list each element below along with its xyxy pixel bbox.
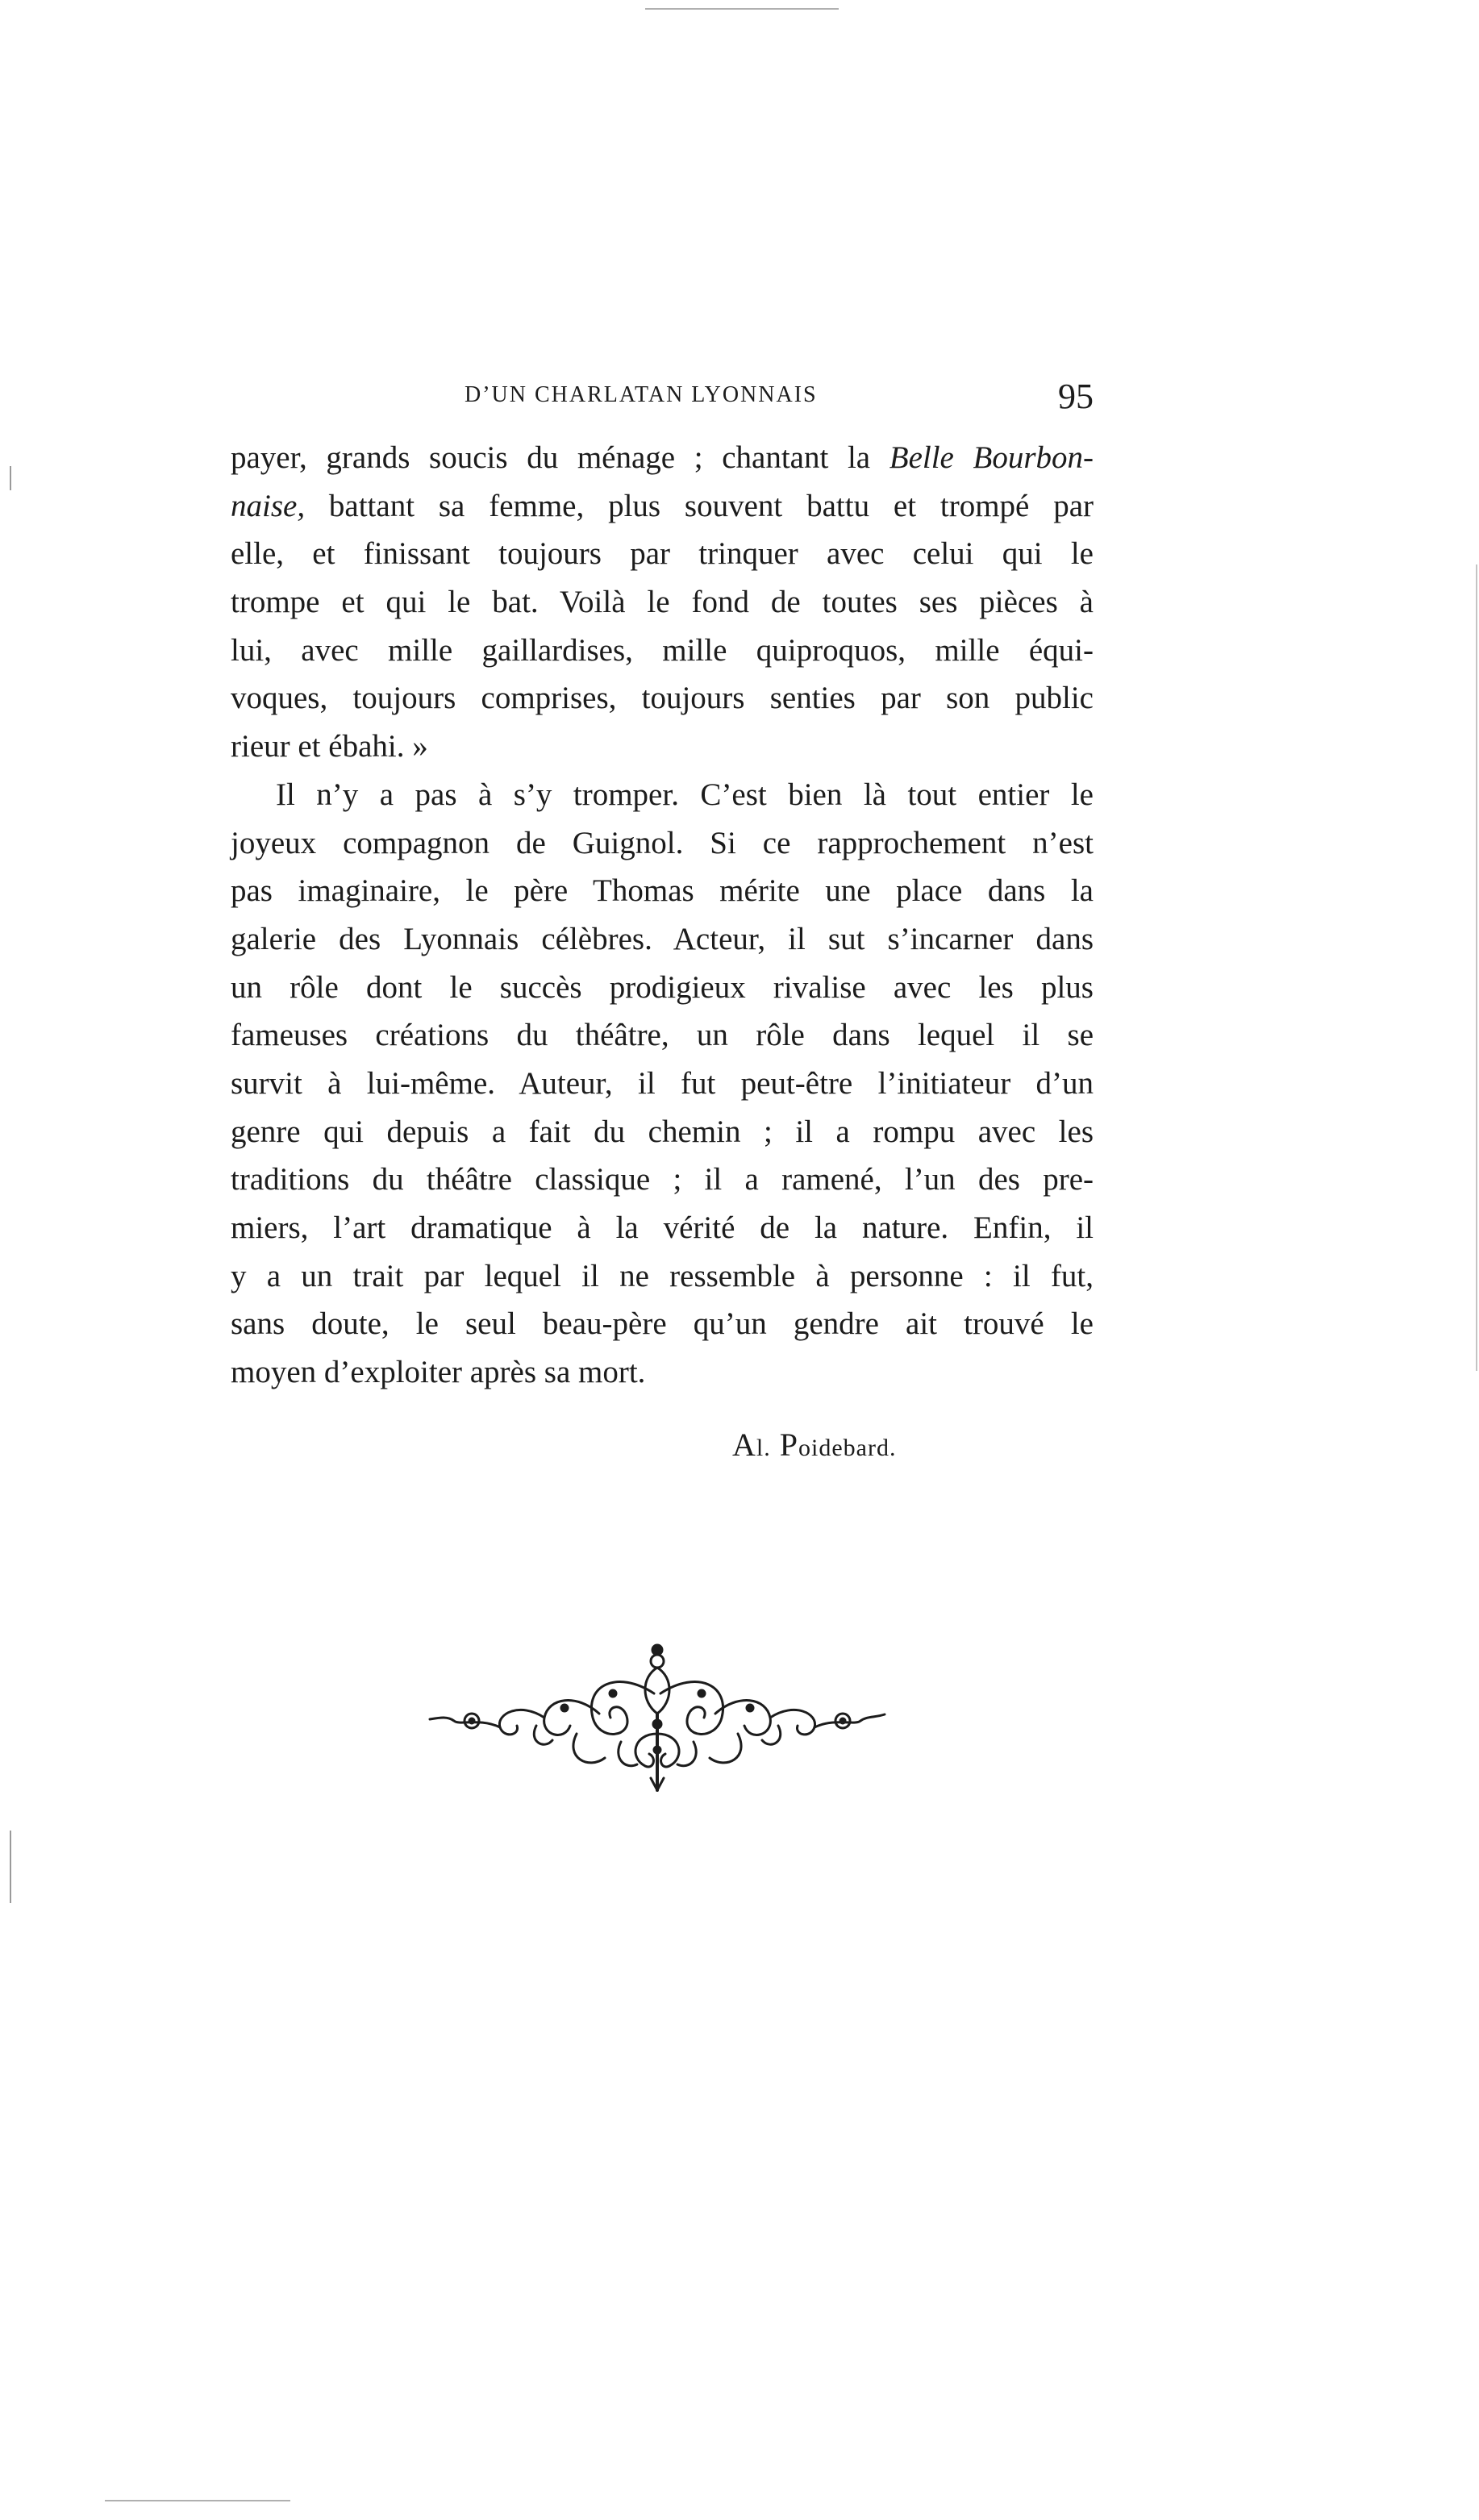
text-line: traditions du théâtre classique ; il a ramené, l’un des pre- bbox=[231, 1162, 1094, 1198]
text-line: joyeux compagnon de Guignol. Si ce rapprochement n’est bbox=[231, 825, 1094, 860]
text-line: genre qui depuis a fait du chemin ; il a rompu avec les bbox=[231, 1114, 1094, 1149]
text-line: moyen d’exploiter après sa mort. bbox=[231, 1355, 646, 1390]
fleuron-ornament-icon bbox=[415, 1637, 899, 1798]
text-line: fameuses créations du théâtre, un rôle dans lequel il se bbox=[231, 1018, 1094, 1053]
text-line: miers, l’art dramatique à la vérité de la nature. Enfin, il bbox=[231, 1210, 1094, 1245]
scan-edge-mark bbox=[10, 1831, 11, 1903]
scan-edge-mark bbox=[10, 466, 11, 490]
text-line: voques, toujours comprises, toujours senties par son public bbox=[231, 681, 1094, 716]
text-line: rieur et ébahi. » bbox=[231, 729, 428, 764]
italic-title: naise, bbox=[231, 488, 306, 523]
page-number: 95 bbox=[1058, 377, 1094, 416]
text-line: y a un trait par lequel il ne ressemble à personne : il fut, bbox=[231, 1258, 1094, 1293]
scan-edge-mark bbox=[645, 8, 839, 10]
ornament-right-scroll bbox=[660, 1682, 885, 1766]
italic-title: Belle Bourbon- bbox=[889, 440, 1094, 475]
ornament-center bbox=[635, 1645, 679, 1790]
scan-edge-mark bbox=[1476, 564, 1477, 1371]
text-line: naise, battant sa femme, plus souvent battu et trompé par bbox=[231, 488, 1094, 523]
text-line: survit à lui-même. Auteur, il fut peut-être l’initiateur d’un bbox=[231, 1065, 1094, 1101]
text-line: sans doute, le seul beau-père qu’un gendre ait trouvé le bbox=[231, 1306, 1094, 1342]
text-line: payer, grands soucis du ménage ; chantant la Belle Bourbon- bbox=[231, 440, 1094, 475]
text-line: elle, et finissant toujours par trinquer avec celui qui le bbox=[231, 536, 1094, 572]
paragraph-start-line: Il n’y a pas à s’y tromper. C’est bien là tout entier le bbox=[276, 777, 1094, 812]
author-signature: Al. Poidebard. bbox=[732, 1427, 897, 1463]
body-text bbox=[231, 434, 1094, 1397]
ornament-left-scroll bbox=[430, 1682, 654, 1766]
running-head bbox=[231, 376, 1094, 424]
text-line: galerie des Lyonnais célèbres. Acteur, il sut s’incarner dans bbox=[231, 921, 1094, 956]
text-line: un rôle dont le succès prodigieux rivalise avec les plus bbox=[231, 969, 1094, 1005]
text-line: lui, avec mille gaillardises, mille quiproquos, mille équi- bbox=[231, 632, 1094, 668]
running-title: D’UN CHARLATAN LYONNAIS bbox=[465, 382, 818, 407]
text-line: pas imaginaire, le père Thomas mérite une place dans la bbox=[231, 873, 1094, 909]
text-line: trompe et qui le bat. Voilà le fond de toutes ses pièces à bbox=[231, 585, 1094, 620]
scan-edge-mark bbox=[105, 2500, 290, 2501]
